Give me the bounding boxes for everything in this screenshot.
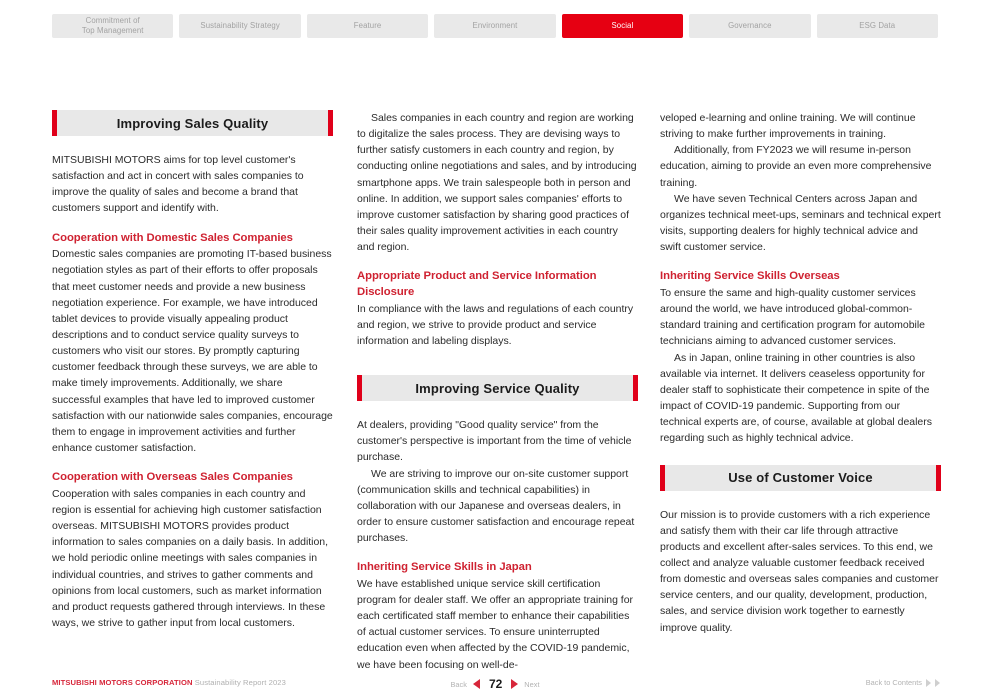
banner-title: Use of Customer Voice (728, 470, 873, 486)
tab-esg-data[interactable] (817, 14, 938, 38)
paragraph-fy2023-inperson: Additionally, from FY2023 we will resume in-person education, aiming to provide an even more comprehensive training. (660, 144, 932, 189)
paragraph-cooperation-overseas: Cooperation with sales companies in each country and region is essential for achieving high customer satisfaction overseas. MITSUBISHI MOTORS provides product information to sales companies on a daily basis. In addition, we hold periodic online meetings with sales companies in individual countries, and strives to gather comments and opinions from local customers, such as market information and product requests gathered through interviews. In these ways, we strive to gather input from local customers. (52, 487, 329, 630)
page-navigation (0, 677, 990, 691)
section-banner-improving-service-quality (357, 375, 638, 401)
footer-brand: MITSUBISHI MOTORS CORPORATION (52, 678, 193, 687)
tab-environment[interactable] (434, 14, 555, 38)
column-right (660, 110, 941, 636)
tab-label: Feature (353, 21, 382, 31)
tab-label: Social (611, 21, 634, 31)
subheading-service-skills-japan: Inheriting Service Skills in Japan (357, 561, 532, 574)
paragraph-sales-digitalization: Sales companies in each country and region are working to digitalize the sales process. They are devising ways to further satisfy customers in each country and region, by conducting online negotiations and sales, and by introducing smartphone apps. We train salespeople both in person and online. In addition, we support sales companies' efforts to improve customer satisfaction by sharing good practices of their sales quality improvement activities in each country and region. (357, 112, 637, 254)
chevron-right-icon-2 (935, 679, 940, 687)
section-banner-improving-sales-quality (52, 110, 333, 136)
paragraph-cooperation-domestic: Domestic sales companies are promoting IT-based business negotiation styles as part of their efforts to offer proposals that meet customer needs and provide a new business negotiation experience. For example, we have introduced tablet devices to provide visually appealing product descriptions and to conduct service quality surveys to customers who visit our stores. By promptly capturing customer feedback through these surveys, we are able to make timely improvements. Additionally, we share successful examples that have led to improved customer satisfaction with our nationwide sales companies, encourage them to engage in improvement activities and further enhance customer satisfaction. (52, 248, 333, 455)
paragraph-good-quality-service: At dealers, providing "Good quality service" from the customer's perspective is important from the time of vehicle purchase. (357, 419, 632, 464)
tab-label: ESG Data (859, 21, 896, 31)
column-left (52, 110, 333, 631)
back-to-contents-link[interactable] (866, 678, 940, 687)
section-nav-tabs[interactable] (52, 14, 938, 38)
paragraph-intro: MITSUBISHI MOTORS aims for top level customer's satisfaction and act in concert with sales companies to improve the quality of sales and become a brand that customers support and identify with. (52, 154, 304, 215)
section-banner-use-of-customer-voice (660, 465, 941, 491)
next-button-label[interactable]: Next (524, 679, 540, 689)
tab-commitment-of-top-management[interactable] (52, 14, 173, 38)
page-number: 72 (488, 677, 503, 691)
tab-feature[interactable] (307, 14, 428, 38)
subheading-cooperation-domestic: Cooperation with Domestic Sales Companies (52, 231, 293, 244)
tab-social[interactable] (562, 14, 683, 38)
back-button-label[interactable]: Back (450, 679, 467, 689)
subheading-cooperation-overseas: Cooperation with Overseas Sales Companies (52, 471, 293, 484)
tab-sustainability-strategy[interactable] (179, 14, 300, 38)
page-content (0, 110, 990, 670)
paragraph-online-training-overseas: As in Japan, online training in other countries is also available via internet. It delivers ceaseless opportunity for dealer staff to sophisticate their competence in spite of the impact of COVID-19 pandemic. Supporting from our technical experts are, of course, available at global dealers regarding such as highly technical advice. (660, 351, 932, 445)
banner-title: Improving Sales Quality (116, 115, 269, 131)
arrow-right-icon[interactable] (511, 679, 518, 689)
subheading-information-disclosure: Appropriate Product and Service Information Disclosure (357, 270, 597, 298)
paragraph-elearning-continued: veloped e-learning and online training. We will continue striving to make further improvements in training. (660, 112, 916, 141)
tab-governance[interactable] (689, 14, 810, 38)
tab-label: Governance (728, 21, 772, 31)
chevron-right-icon (926, 679, 931, 687)
paragraph-customer-voice: Our mission is to provide customers with a rich experience and satisfy them with their car life through attractive products and excellent after-sales services. To this end, we collect and analyze valuable customer feedback received from domestic and overseas sales companies and customer service centers, and our quality, development, production, sales, and service division work together to earnestly improve quality. (660, 508, 939, 634)
back-to-contents-label: Back to Contents (865, 678, 922, 687)
tab-label: Commitment of Top Management (81, 16, 144, 35)
paragraph-information-disclosure: In compliance with the laws and regulations of each country and region, we strive to provide product and service information and labeling displays. (357, 302, 634, 347)
page-footer (0, 670, 990, 700)
tab-label: Environment (472, 21, 518, 31)
arrow-left-icon[interactable] (473, 679, 480, 689)
paragraph-service-skills-overseas: To ensure the same and high-quality customer services around the world, we have introduced global-common-standard training and certification program for automobile technicians aiming to advanced customer services. (660, 286, 925, 348)
footer-report-title: Sustainability Report 2023 (194, 678, 286, 687)
paragraph-onsite-support: We are striving to improve our on-site customer support (communication skills and technical capabilities) in collaboration with our Japanese and overseas dealers, in order to ensure customer satisfaction and encourage repeat purchases. (357, 467, 635, 545)
paragraph-technical-centers: We have seven Technical Centers across Japan and organizes technical meet-ups, seminars and technical expert visits, supporting dealers for highly technical advice and swift customer service. (660, 192, 941, 254)
paragraph-service-skills-japan: We have established unique service skill certification program for dealer staff. We offer an appropriate training for each certificated staff member to enhance their capabilities of actual customer services. To ensure uninterrupted education even when affected by the COVID-19 pandemic, we have been focusing on well-de- (357, 577, 633, 671)
banner-title: Improving Service Quality (415, 380, 580, 396)
subheading-service-skills-overseas: Inheriting Service Skills Overseas (660, 270, 840, 283)
tab-label: Sustainability Strategy (200, 21, 280, 31)
column-middle (357, 110, 638, 673)
